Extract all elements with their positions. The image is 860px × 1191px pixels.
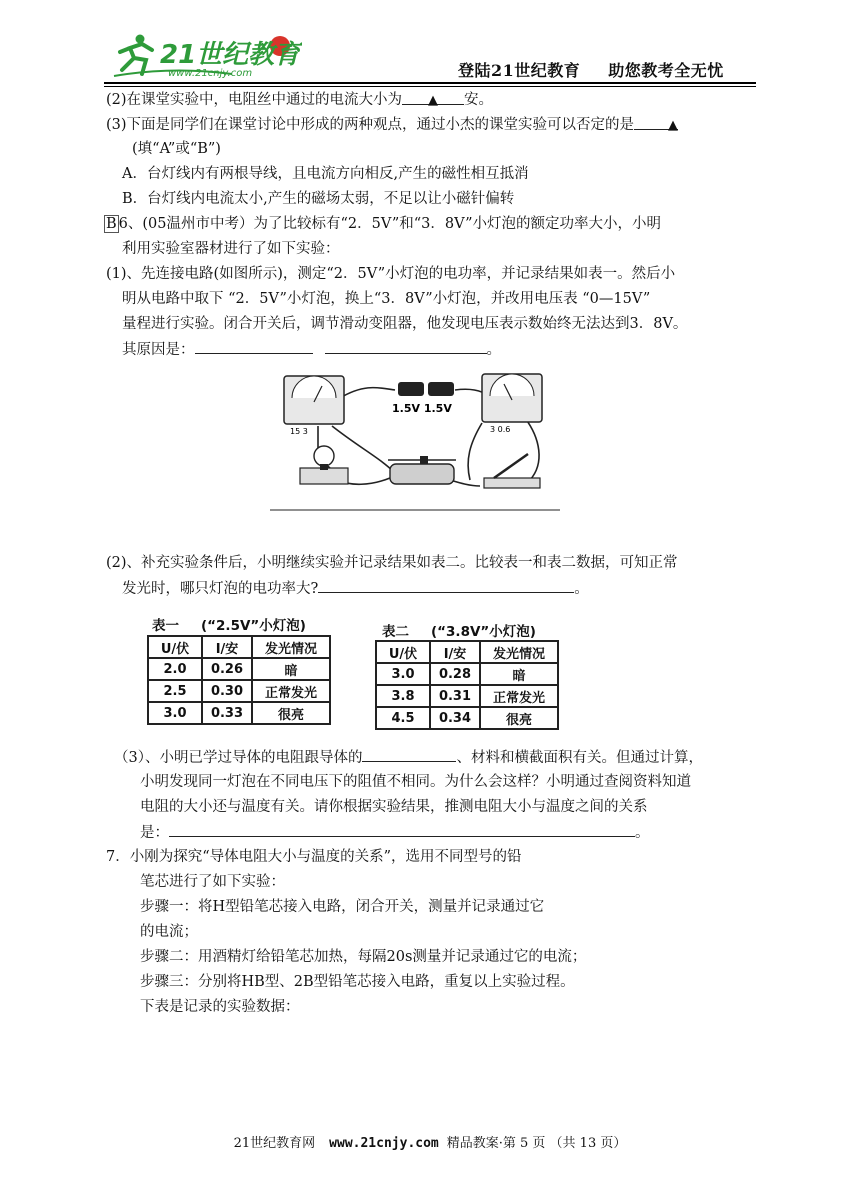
q6-p2-line1: (2)、补充实验条件后，小明继续实验并记录结果如表二。比较表一和表二数据，可知正常	[106, 555, 678, 571]
answer-blank[interactable]	[325, 339, 487, 354]
header-title: 登陆21世纪教育	[458, 61, 581, 80]
ammeter-icon	[482, 374, 542, 434]
q7-table-intro: 下表是记录的实验数据：	[140, 999, 300, 1015]
footer-site: 21世纪教育网	[233, 1136, 316, 1151]
q5-option-a: A．台灯线内有两根导线，且电流方向相反,产生的磁性相互抵消	[122, 166, 529, 182]
header-tagline: 助您教考全无忧	[608, 61, 724, 80]
q6-p1-line4: 其原因是： 。	[122, 339, 501, 360]
left-voltmeter-icon	[284, 376, 344, 436]
table-row: 4.5 0.34 很亮	[376, 707, 558, 729]
q7-line1: 7．小刚为探究“导体电阻大小与温度的关系”，选用不同型号的铅	[106, 849, 522, 865]
q5-part2: (2)在课堂实验中，电阻丝中通过的电流大小为 ▲ 安。	[106, 92, 494, 108]
q6-p2-line2: 发光时，哪只灯泡的电功率大? 。	[122, 578, 589, 599]
footer-url[interactable]: www.21cnjy.com	[329, 1136, 439, 1151]
answer-blank[interactable]	[195, 339, 313, 354]
q6-box-mark: B	[106, 216, 117, 232]
q6-p3-line1: （3）、小明已学过导体的电阻跟导体的 、材料和横截面积有关。但通过计算，	[114, 747, 703, 768]
q6-p1-line3: 量程进行实验。闭合开关后，调节滑动变阻器，他发现电压表示数始终无法达到3．8V。	[122, 316, 688, 332]
table2	[375, 640, 559, 730]
table-row: 3.0 0.28 暗	[376, 663, 558, 685]
q5-part3-hint: (填“A”或“B”)	[132, 141, 221, 157]
q6-p3-line3: 电阻的大小还与温度有关。请你根据实验结果，推测电阻大小与温度之间的关系	[140, 799, 648, 815]
bulb-icon	[300, 446, 348, 484]
q7-step1-cont: 的电流；	[140, 924, 198, 940]
answer-blank[interactable]: ▲	[402, 90, 464, 105]
q6-p1-line2: 明从电路中取下 “2．5V”小灯泡，换上“3．8V”小灯泡，并改用电压表 “0—15V”	[122, 291, 651, 307]
table1-title: 表一 (“2.5V”小灯泡)	[152, 618, 306, 634]
q6-intro-cont: 利用实验室器材进行了如下实验：	[122, 241, 340, 257]
page-footer	[0, 1132, 860, 1151]
circuit-diagram	[270, 368, 560, 514]
q7-step1: 步骤一：将H型铅笔芯接入电路，闭合开关，测量并记录通过它	[140, 899, 545, 915]
answer-blank[interactable]	[318, 578, 574, 593]
left-meter-label: 15 3	[290, 427, 308, 436]
table-row: 2.0 0.26 暗	[148, 658, 330, 680]
answer-blank[interactable]	[169, 822, 635, 837]
table1	[147, 635, 331, 725]
table-row: 2.5 0.30 正常发光	[148, 680, 330, 702]
table-header-row: U/伏 I/安 发光情况	[148, 636, 330, 658]
q7-step3: 步骤三：分别将HB型、2B型铅笔芯接入电路，重复以上实验过程。	[140, 974, 575, 990]
site-logo	[112, 30, 302, 82]
q6-p3-line4: 是： 。	[140, 822, 650, 843]
switch-icon	[484, 454, 540, 488]
table-row: 3.8 0.31 正常发光	[376, 685, 558, 707]
header-rule-thick	[104, 82, 756, 84]
answer-blank[interactable]	[362, 747, 456, 762]
table-header-row: U/伏 I/安 发光情况	[376, 641, 558, 663]
logo-url: www.21cnjy.com	[168, 68, 253, 79]
q5-part3: (3)下面是同学们在课堂讨论中形成的两种观点，通过小杰的课堂实验可以否定的是 ▲	[106, 117, 679, 133]
q6-p1-line1: (1)、先连接电路(如图所示)，测定“2．5V”小灯泡的电功率，并记录结果如表一。然后小	[106, 266, 676, 282]
footer-page-info: 精品教案·第 5 页 （共 13 页）	[446, 1136, 627, 1151]
header-slogan	[458, 58, 724, 81]
battery-icon	[392, 382, 454, 415]
logo-graphic	[112, 30, 302, 82]
answer-blank[interactable]: ▲	[634, 115, 678, 130]
battery-label: 1.5V 1.5V	[392, 402, 452, 415]
table-row: 3.0 0.33 很亮	[148, 702, 330, 724]
logo-text: 21世纪教育	[160, 40, 301, 70]
right-meter-label: 3 0.6	[490, 425, 511, 434]
q7-step2: 步骤二：用酒精灯给铅笔芯加热，每隔20s测量并记录通过它的电流；	[140, 949, 587, 965]
q5-option-b: B．台灯线内电流太小,产生的磁场太弱，不足以让小磁针偏转	[122, 191, 515, 207]
header-rule-thin	[104, 86, 756, 87]
rheostat-icon	[388, 456, 456, 484]
q6-intro: B 6、(05温州市中考）为了比较标有“2．5V”和“3．8V”小灯泡的额定功率大小，小明	[106, 216, 662, 232]
table2-title: 表二 (“3.8V”小灯泡)	[382, 624, 536, 640]
q6-p3-line2: 小明发现同一灯泡在不同电压下的阻值不相同。为什么会这样？小明通过查阅资料知道	[140, 774, 691, 790]
q7-line2: 笔芯进行了如下实验：	[140, 874, 285, 890]
